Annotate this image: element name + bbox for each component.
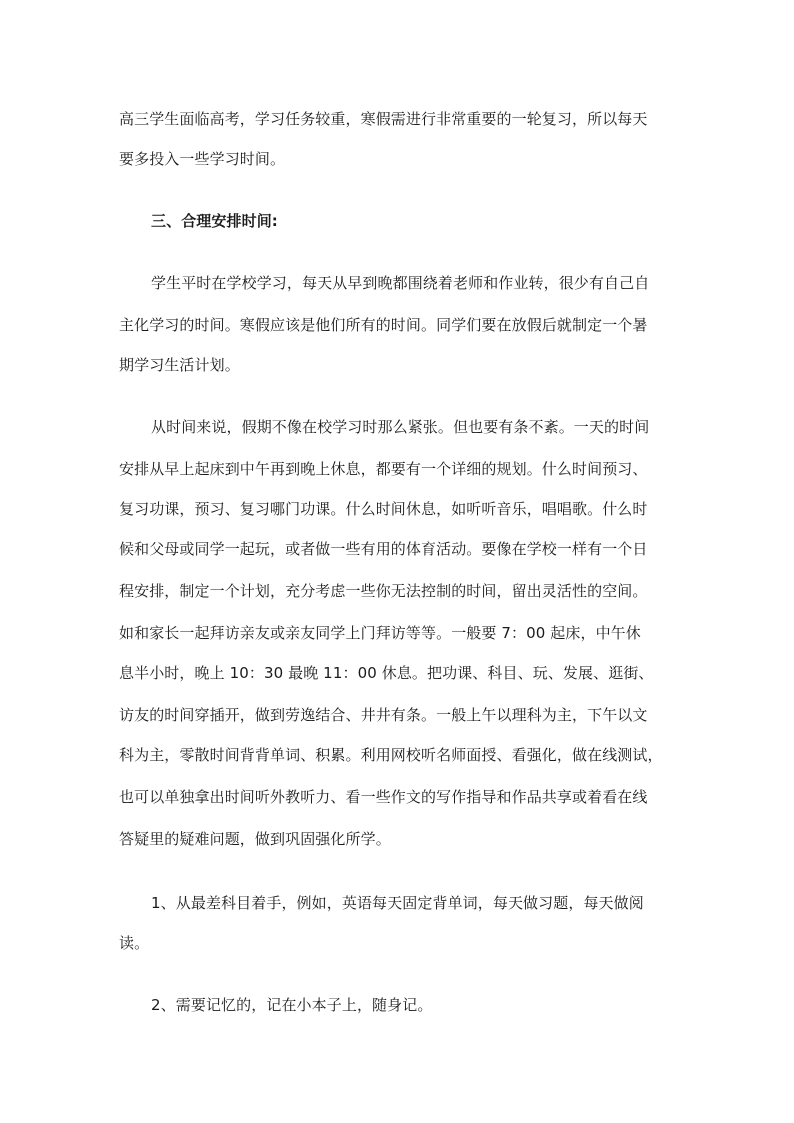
- para2-line-4: 候和父母或同学一起玩，或者做一些有用的体育活动。要像在学校一样有一个日: [119, 540, 648, 558]
- para2-line-10: 也可以单独拿出时间听外教听力、看一些作文的写作指导和作品共享或着看在线: [119, 788, 648, 806]
- item2-line-1: 2、需要记忆的，记在小本子上，随身记。: [151, 996, 433, 1014]
- para2-line-5: 程安排，制定一个计划，充分考虑一些你无法控制的时间，留出灵活性的空间。: [119, 582, 648, 600]
- item1-line-2: 读。: [119, 934, 150, 952]
- para2-line-1: 从时间来说，假期不像在校学习时那么紧张。但也要有条不紊。一天的时间: [151, 418, 650, 436]
- intro-line-1: 高三学生面临高考，学习任务较重，寒假需进行非常重要的一轮复习，所以每天: [119, 110, 648, 128]
- para2-line-7: 息半小时，晚上 10：30 最晚 11：00 休息。把功课、科目、玩、发展、逛街、: [119, 664, 654, 682]
- intro-line-2: 要多投入一些学习时间。: [119, 150, 286, 168]
- para1-line-2: 主化学习的时间。寒假应该是他们所有的时间。同学们要在放假后就制定一个暑: [119, 316, 648, 334]
- para2-line-8: 访友的时间穿插开，做到劳逸结合、井井有条。一般上午以理科为主，下午以文: [119, 706, 648, 724]
- para2-line-11: 答疑里的疑难问题，做到巩固强化所学。: [119, 830, 391, 848]
- para2-line-9: 科为主，零散时间背背单词、积累。利用网校听名师面授、看强化，做在线测试，: [119, 746, 663, 764]
- para2-line-6: 如和家长一起拜访亲友或亲友同学上门拜访等等。一般要 7：00 起床，中午休: [119, 624, 641, 642]
- item1-line-1: 1、从最差科目着手，例如，英语每天固定背单词，每天做习题，每天做阅: [151, 894, 644, 912]
- section-heading: 三、合理安排时间:: [151, 212, 278, 230]
- para2-line-2: 安排从早上起床到中午再到晚上休息，都要有一个详细的规划。什么时间预习、: [119, 460, 648, 478]
- para1-line-1: 学生平时在学校学习，每天从早到晚都围绕着老师和作业转，很少有自己自: [151, 274, 650, 292]
- para1-line-3: 期学习生活计划。: [119, 356, 240, 374]
- para2-line-3: 复习功课，预习、复习哪门功课。什么时间休息，如听听音乐，唱唱歌。什么时: [119, 500, 648, 518]
